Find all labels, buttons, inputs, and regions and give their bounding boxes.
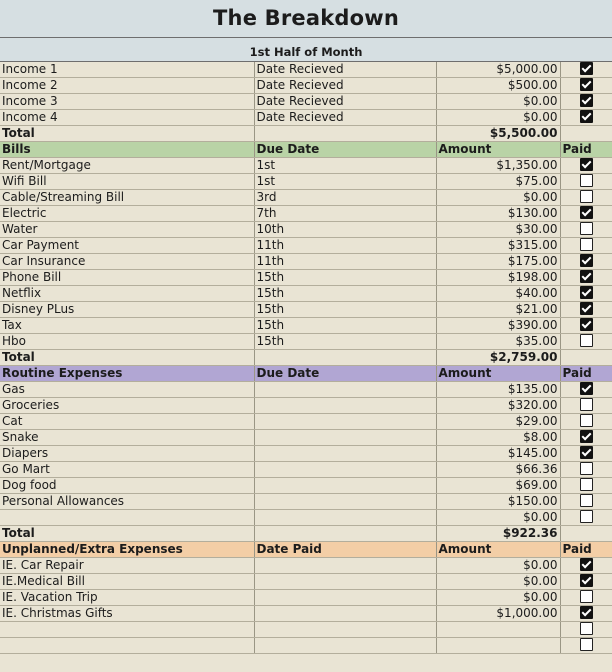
- extra-header-amount: Amount: [436, 541, 560, 557]
- income-total-row: [0, 125, 612, 141]
- row-amount: $150.00: [436, 493, 560, 509]
- row-amount: $390.00: [436, 317, 560, 333]
- paid-cell[interactable]: [560, 637, 612, 653]
- table-row: [0, 189, 612, 205]
- total-amount: $2,759.00: [436, 349, 560, 365]
- row-date: [254, 477, 436, 493]
- table-row: [0, 317, 612, 333]
- row-name: Personal Allowances: [0, 493, 254, 509]
- paid-checkbox[interactable]: [580, 62, 593, 75]
- paid-cell[interactable]: [560, 173, 612, 189]
- row-amount: $175.00: [436, 253, 560, 269]
- row-date: 15th: [254, 317, 436, 333]
- extra-header-row: [0, 541, 612, 557]
- row-date: [254, 605, 436, 621]
- routine-header-amount: Amount: [436, 365, 560, 381]
- row-amount: $75.00: [436, 173, 560, 189]
- row-amount: $0.00: [436, 509, 560, 525]
- table-row: [0, 397, 612, 413]
- row-amount: $130.00: [436, 205, 560, 221]
- paid-checkbox[interactable]: [580, 478, 593, 491]
- paid-checkbox[interactable]: [580, 590, 593, 603]
- table-row: [0, 269, 612, 285]
- table-row: [0, 77, 612, 93]
- paid-checkbox[interactable]: [580, 254, 593, 267]
- row-date: 11th: [254, 237, 436, 253]
- row-amount: $500.00: [436, 77, 560, 93]
- extra-header-date: Date Paid: [254, 541, 436, 557]
- table-row: [0, 205, 612, 221]
- table-row: [0, 285, 612, 301]
- routine-header-paid: Paid: [560, 365, 612, 381]
- table-row: [0, 173, 612, 189]
- row-date: [254, 429, 436, 445]
- paid-cell[interactable]: [560, 573, 612, 589]
- row-name: IE. Christmas Gifts: [0, 605, 254, 621]
- row-name: Netflix: [0, 285, 254, 301]
- row-amount: $0.00: [436, 93, 560, 109]
- row-amount: $29.00: [436, 413, 560, 429]
- paid-cell[interactable]: [560, 269, 612, 285]
- paid-checkbox[interactable]: [580, 110, 593, 123]
- sheet-subtitle: 1st Half of Month: [0, 37, 612, 61]
- row-date: [254, 445, 436, 461]
- paid-cell[interactable]: [560, 445, 612, 461]
- paid-checkbox[interactable]: [580, 622, 593, 635]
- row-name: Rent/Mortgage: [0, 157, 254, 173]
- routine-total-row: [0, 525, 612, 541]
- row-amount: $8.00: [436, 429, 560, 445]
- bills-header-row: [0, 141, 612, 157]
- paid-checkbox[interactable]: [580, 494, 593, 507]
- table-row: [0, 429, 612, 445]
- table-row: [0, 477, 612, 493]
- paid-cell[interactable]: [560, 333, 612, 349]
- row-date: Date Recieved: [254, 61, 436, 77]
- row-date: [254, 397, 436, 413]
- table-row: [0, 605, 612, 621]
- row-date: 15th: [254, 269, 436, 285]
- row-date: [254, 573, 436, 589]
- row-date: [254, 413, 436, 429]
- extra-header-paid: Paid: [560, 541, 612, 557]
- paid-cell[interactable]: [560, 461, 612, 477]
- row-amount: $198.00: [436, 269, 560, 285]
- paid-checkbox[interactable]: [580, 286, 593, 299]
- total-spacer: [560, 525, 612, 541]
- row-date: 15th: [254, 285, 436, 301]
- paid-cell[interactable]: [560, 621, 612, 637]
- total-label: Total: [0, 125, 254, 141]
- paid-checkbox[interactable]: [580, 206, 593, 219]
- row-date: Date Recieved: [254, 77, 436, 93]
- paid-cell[interactable]: [560, 429, 612, 445]
- row-name: [0, 509, 254, 525]
- row-amount: $30.00: [436, 221, 560, 237]
- paid-checkbox[interactable]: [580, 302, 593, 315]
- total-amount: $922.36: [436, 525, 560, 541]
- row-date: 1st: [254, 157, 436, 173]
- paid-cell[interactable]: [560, 317, 612, 333]
- paid-checkbox[interactable]: [580, 414, 593, 427]
- row-name: Go Mart: [0, 461, 254, 477]
- paid-cell[interactable]: [560, 589, 612, 605]
- paid-cell[interactable]: [560, 397, 612, 413]
- row-name: Disney PLus: [0, 301, 254, 317]
- paid-checkbox[interactable]: [580, 190, 593, 203]
- paid-cell[interactable]: [560, 93, 612, 109]
- paid-checkbox[interactable]: [580, 174, 593, 187]
- row-date: 3rd: [254, 189, 436, 205]
- table-row: [0, 109, 612, 125]
- row-name: Gas: [0, 381, 254, 397]
- paid-cell[interactable]: [560, 557, 612, 573]
- table-row: [0, 157, 612, 173]
- row-date: 15th: [254, 301, 436, 317]
- bills-header-name: Bills: [0, 141, 254, 157]
- row-name: Car Insurance: [0, 253, 254, 269]
- total-amount: $5,500.00: [436, 125, 560, 141]
- row-amount: $0.00: [436, 573, 560, 589]
- row-name: Income 4: [0, 109, 254, 125]
- row-name: IE.Medical Bill: [0, 573, 254, 589]
- row-amount: [436, 621, 560, 637]
- paid-cell[interactable]: [560, 493, 612, 509]
- row-date: [254, 589, 436, 605]
- routine-header-row: [0, 365, 612, 381]
- row-amount: $145.00: [436, 445, 560, 461]
- paid-checkbox[interactable]: [580, 318, 593, 331]
- row-amount: [436, 637, 560, 653]
- total-spacer: [254, 125, 436, 141]
- paid-checkbox[interactable]: [580, 574, 593, 587]
- row-amount: $5,000.00: [436, 61, 560, 77]
- paid-checkbox[interactable]: [580, 638, 593, 651]
- row-amount: $69.00: [436, 477, 560, 493]
- bills-header-paid: Paid: [560, 141, 612, 157]
- table-row: [0, 253, 612, 269]
- row-amount: $21.00: [436, 301, 560, 317]
- table-row: [0, 445, 612, 461]
- row-name: Water: [0, 221, 254, 237]
- row-name: Cable/Streaming Bill: [0, 189, 254, 205]
- row-date: [254, 461, 436, 477]
- row-name: Electric: [0, 205, 254, 221]
- total-label: Total: [0, 349, 254, 365]
- row-amount: $40.00: [436, 285, 560, 301]
- paid-checkbox[interactable]: [580, 510, 593, 523]
- paid-cell[interactable]: [560, 301, 612, 317]
- paid-checkbox[interactable]: [580, 94, 593, 107]
- routine-header-name: Routine Expenses: [0, 365, 254, 381]
- row-name: IE. Car Repair: [0, 557, 254, 573]
- table-row: [0, 573, 612, 589]
- row-name: Phone Bill: [0, 269, 254, 285]
- total-spacer: [254, 349, 436, 365]
- paid-cell[interactable]: [560, 253, 612, 269]
- row-name: Dog food: [0, 477, 254, 493]
- table-row: [0, 413, 612, 429]
- bills-header-date: Due Date: [254, 141, 436, 157]
- table-row: [0, 509, 612, 525]
- row-name: Car Payment: [0, 237, 254, 253]
- total-spacer: [254, 525, 436, 541]
- paid-cell[interactable]: [560, 285, 612, 301]
- table-row: [0, 301, 612, 317]
- total-spacer: [560, 125, 612, 141]
- paid-checkbox[interactable]: [580, 430, 593, 443]
- paid-cell[interactable]: [560, 77, 612, 93]
- row-name: Groceries: [0, 397, 254, 413]
- table-row: [0, 493, 612, 509]
- table-row: [0, 557, 612, 573]
- row-date: 11th: [254, 253, 436, 269]
- sheet-title: The Breakdown: [0, 0, 612, 37]
- row-date: 15th: [254, 333, 436, 349]
- paid-cell[interactable]: [560, 413, 612, 429]
- paid-checkbox[interactable]: [580, 398, 593, 411]
- table-row: [0, 621, 612, 637]
- row-amount: $1,000.00: [436, 605, 560, 621]
- bills-header-amount: Amount: [436, 141, 560, 157]
- row-amount: $0.00: [436, 109, 560, 125]
- row-date: [254, 621, 436, 637]
- paid-checkbox[interactable]: [580, 222, 593, 235]
- row-amount: $0.00: [436, 589, 560, 605]
- paid-cell[interactable]: [560, 221, 612, 237]
- table-row: [0, 237, 612, 253]
- paid-checkbox[interactable]: [580, 238, 593, 251]
- paid-cell[interactable]: [560, 477, 612, 493]
- bills-total-row: [0, 349, 612, 365]
- paid-cell[interactable]: [560, 157, 612, 173]
- paid-checkbox[interactable]: [580, 78, 593, 91]
- table-row: [0, 461, 612, 477]
- row-name: Diapers: [0, 445, 254, 461]
- row-name: Income 2: [0, 77, 254, 93]
- row-date: 7th: [254, 205, 436, 221]
- table-row: [0, 589, 612, 605]
- row-date: [254, 493, 436, 509]
- row-name: Income 1: [0, 61, 254, 77]
- paid-cell[interactable]: [560, 509, 612, 525]
- table-row: [0, 61, 612, 77]
- row-amount: $35.00: [436, 333, 560, 349]
- extra-header-name: Unplanned/Extra Expenses: [0, 541, 254, 557]
- paid-cell[interactable]: [560, 189, 612, 205]
- row-name: Wifi Bill: [0, 173, 254, 189]
- paid-cell[interactable]: [560, 237, 612, 253]
- table-row: [0, 637, 612, 653]
- row-date: [254, 509, 436, 525]
- row-amount: $0.00: [436, 557, 560, 573]
- row-name: [0, 621, 254, 637]
- row-amount: $1,350.00: [436, 157, 560, 173]
- total-spacer: [560, 349, 612, 365]
- paid-checkbox[interactable]: [580, 382, 593, 395]
- row-date: [254, 637, 436, 653]
- row-date: Date Recieved: [254, 93, 436, 109]
- row-amount: $315.00: [436, 237, 560, 253]
- total-label: Total: [0, 525, 254, 541]
- table-row: [0, 93, 612, 109]
- row-date: 10th: [254, 221, 436, 237]
- row-name: Income 3: [0, 93, 254, 109]
- table-row: [0, 381, 612, 397]
- routine-header-date: Due Date: [254, 365, 436, 381]
- table-row: [0, 221, 612, 237]
- row-amount: $320.00: [436, 397, 560, 413]
- row-name: Cat: [0, 413, 254, 429]
- row-amount: $0.00: [436, 189, 560, 205]
- paid-checkbox[interactable]: [580, 158, 593, 171]
- row-name: [0, 637, 254, 653]
- row-date: 1st: [254, 173, 436, 189]
- paid-checkbox[interactable]: [580, 606, 593, 619]
- row-name: IE. Vacation Trip: [0, 589, 254, 605]
- row-name: Snake: [0, 429, 254, 445]
- row-date: [254, 381, 436, 397]
- paid-cell[interactable]: [560, 605, 612, 621]
- paid-checkbox[interactable]: [580, 462, 593, 475]
- paid-cell[interactable]: [560, 109, 612, 125]
- paid-checkbox[interactable]: [580, 446, 593, 459]
- table-row: [0, 333, 612, 349]
- paid-checkbox[interactable]: [580, 558, 593, 571]
- paid-cell[interactable]: [560, 61, 612, 77]
- paid-cell[interactable]: [560, 381, 612, 397]
- row-name: Hbo: [0, 333, 254, 349]
- paid-cell[interactable]: [560, 205, 612, 221]
- row-amount: $66.36: [436, 461, 560, 477]
- row-date: Date Recieved: [254, 109, 436, 125]
- row-amount: $135.00: [436, 381, 560, 397]
- row-name: Tax: [0, 317, 254, 333]
- paid-checkbox[interactable]: [580, 334, 593, 347]
- paid-checkbox[interactable]: [580, 270, 593, 283]
- row-date: [254, 557, 436, 573]
